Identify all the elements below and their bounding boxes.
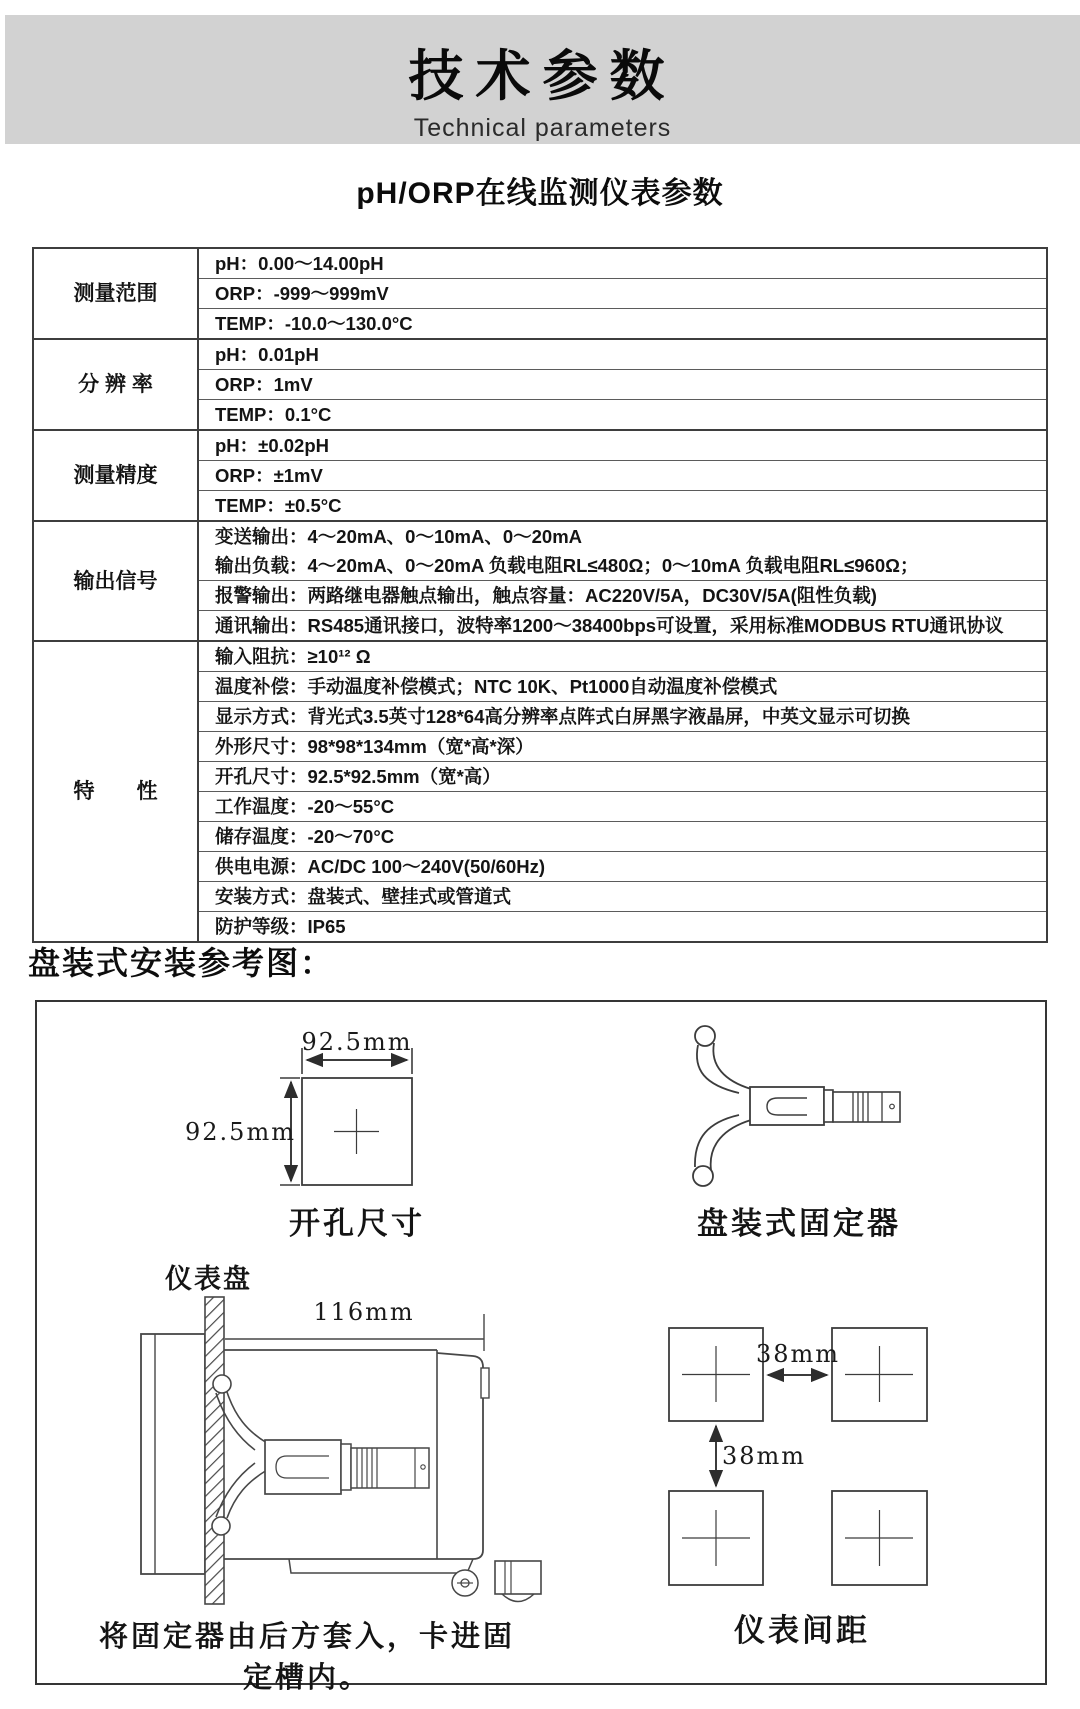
spec-row-value: pH：0.01pH [198,339,1047,370]
fixture-drawing [693,1026,900,1186]
spec-row-value: 工作温度：-20～55°C [198,792,1047,822]
header-banner [5,15,1080,144]
spec-row-line: 变送输出：4～20mA、0～10mA、0～20mA [215,526,583,547]
side-view-drawing [141,1297,541,1604]
installation-diagram [35,1000,1047,1694]
spacing-vertical-dimension: 38mm [722,1442,807,1470]
spec-row-value: 安装方式：盘装式、壁挂式或管道式 [198,882,1047,912]
spacing-caption: 仪表间距 [734,1613,870,1648]
spec-row-value: TEMP：-10.0～130.0°C [198,309,1047,340]
page-title: 技术参数 [408,45,677,107]
spec-row-value: 报警输出：两路继电器触点输出，触点容量：AC220V/5A，DC30V/5A(阻性负载) [198,581,1047,611]
spec-row-value: ORP：-999～999mV [198,279,1047,309]
spec-row-value: 供电电源：AC/DC 100～240V(50/60Hz) [198,852,1047,882]
spec-row-value: pH：±0.02pH [198,430,1047,461]
spec-row-value: 温度补偿：手动温度补偿模式；NTC 10K、Pt1000自动温度补偿模式 [198,672,1047,702]
spec-row-value: 外形尺寸：98*98*134mm（宽*高*深） [198,732,1047,762]
spec-section-label: 测量范围 [33,248,198,339]
spec-section-label: 输出信号 [33,521,198,641]
cutout-width-dimension: 92.5mm [301,1028,413,1056]
spec-row-value: ORP：1mV [198,370,1047,400]
spacing-horizontal-dimension: 38mm [755,1340,841,1368]
spec-row-value: 开孔尺寸：92.5*92.5mm（宽*高） [198,762,1047,792]
diagram-section-heading: 盘装式安装参考图： [28,945,335,981]
panel-label: 仪表盘 [165,1264,252,1294]
spec-section-label: 分 辨 率 [33,339,198,430]
installation-line-drawing [37,1002,1045,1683]
depth-dimension: 116mm [313,1298,415,1326]
spec-row-value [198,521,1047,581]
spec-section-label: 特 性 [33,641,198,942]
fixture-caption: 盘装式固定器 [697,1206,901,1241]
spec-section-label: 测量精度 [33,430,198,521]
spec-row-value: 防护等级：IP65 [198,912,1047,943]
spec-row-value: 储存温度：-20～70°C [198,822,1047,852]
cutout-drawing [280,1048,412,1185]
install-caption: 将固定器由后方套入，卡进固定槽内。 [98,1621,515,1694]
page-subtitle: Technical parameters [413,114,672,142]
spec-row-value: TEMP：±0.5°C [198,491,1047,522]
spec-row-value: TEMP：0.1°C [198,400,1047,431]
cutout-height-dimension: 92.5mm [185,1118,296,1146]
spec-table-title: pH/ORP在线监测仪表参数 [356,177,724,210]
cutout-caption: 开孔尺寸 [289,1206,425,1241]
spec-row-value: 通讯输出：RS485通讯接口，波特率1200～38400bps可设置，采用标准MODBUS RTU通讯协议 [198,611,1047,642]
spec-table [32,247,1048,943]
spec-row-value: 输入阻抗：≥10¹² Ω [198,641,1047,672]
spec-row-value: pH：0.00～14.00pH [215,253,384,274]
spec-row-value: 显示方式：背光式3.5英寸128*64高分辨率点阵式白屏黑字液晶屏，中英文显示可切换 [198,702,1047,732]
spec-row-line: 输出负载：4～20mA、0～20mA 负载电阻RL≤480Ω；0～10mA 负载电阻RL≤960Ω； [215,555,919,576]
spec-row-value: ORP：±1mV [198,461,1047,491]
